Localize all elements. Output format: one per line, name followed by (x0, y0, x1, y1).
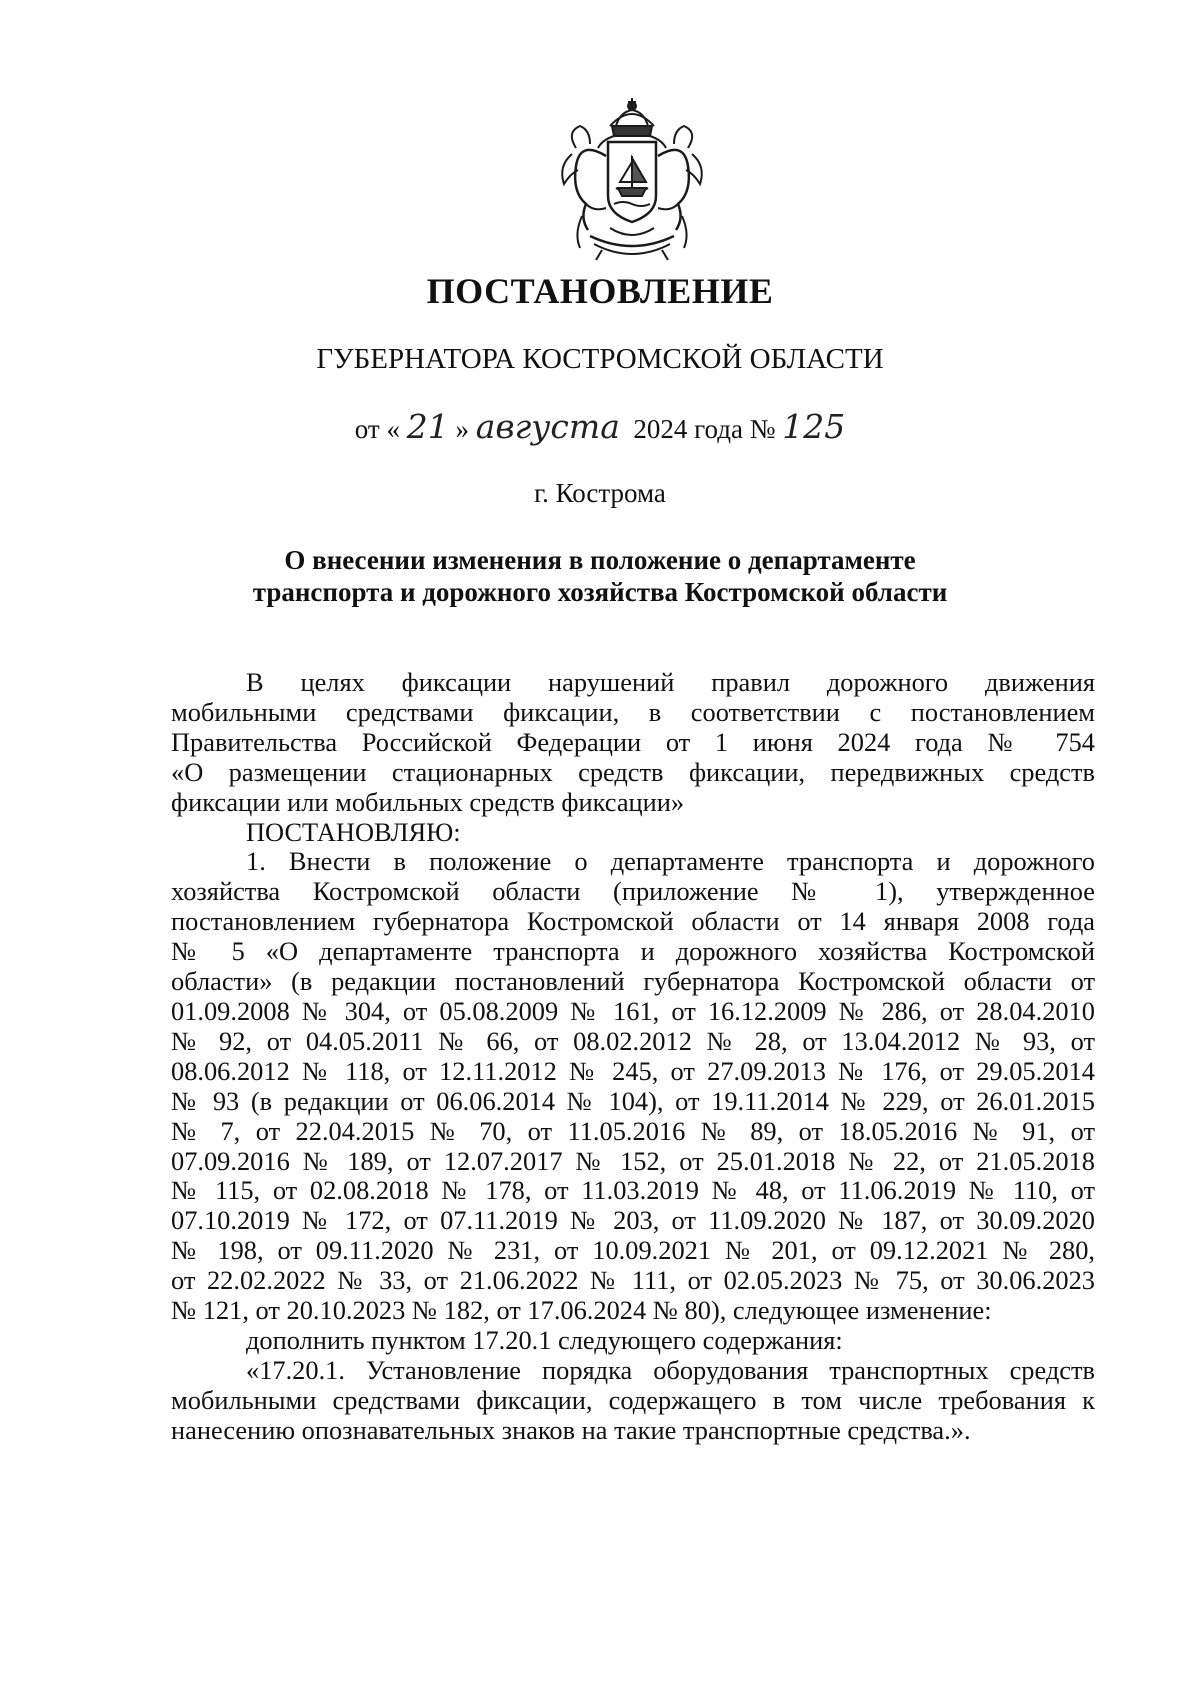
body-line: постановлением губернатора Костромской области от 14 января 2008 года (171, 906, 1095, 937)
body-line: от 22.02.2022 № 33, от 21.06.2022 № 111, от 02.05.2023 № 75, от 30.06.2023 (171, 1265, 1095, 1296)
heading-line: О внесении изменения в положение о департаменте (284, 545, 916, 575)
body-line: № 5 «О департаменте транспорта и дорожного хозяйства Костромской (171, 936, 1095, 967)
date-line (0, 407, 1200, 446)
document-heading (0, 545, 1200, 609)
resolve-line: ПОСТАНОВЛЯЮ: (246, 816, 461, 847)
body-line: 07.09.2016 № 189, от 12.07.2017 № 152, от 25.01.2018 № 22, от 21.05.2018 (171, 1145, 1095, 1176)
document-body (171, 668, 1095, 1446)
date-day: 21 (406, 407, 449, 446)
body-line: 1. Внести в положение о департаменте транспорта и дорожного (246, 846, 1095, 877)
issuing-authority: ГУБЕРНАТОРА КОСТРОМСКОЙ ОБЛАСТИ (316, 343, 884, 375)
city-line: г. Кострома (534, 478, 666, 508)
date-quote-close: » (455, 414, 469, 444)
quote-line: «17.20.1. Установление порядка оборудования транспортных средств (246, 1354, 1095, 1385)
body-line: хозяйства Костромской области (приложение № 1), утвержденное (171, 876, 1095, 907)
date-month: августа (475, 407, 620, 446)
body-line: 08.06.2012 № 118, от 12.11.2012 № 245, от 27.09.2013 № 176, от 29.05.2014 (171, 1055, 1095, 1086)
body-line: Правительства Российской Федерации от 1 июня 2024 года № 754 (171, 726, 1095, 757)
quote-line: мобильными средствами фиксации, содержащего в том числе требования к (171, 1384, 1095, 1415)
heading-line: транспорта и дорожного хозяйства Костромской области (252, 576, 948, 607)
body-line: области» (в редакции постановлений губернатора Костромской области от (171, 966, 1095, 997)
date-prefix: от « (354, 414, 400, 444)
body-line: № 7, от 22.04.2015 № 70, от 11.05.2016 № 89, от 18.05.2016 № 91, от (171, 1115, 1095, 1146)
document-type-title: ПОСТАНОВЛЕНИЕ (426, 271, 774, 311)
body-line: фиксации или мобильных средств фиксации» (171, 786, 685, 817)
body-line: «О размещении стационарных средств фиксации, передвижных средств (171, 756, 1095, 787)
supplement-line: дополнить пунктом 17.20.1 следующего содержания: (246, 1324, 843, 1355)
body-line: 01.09.2008 № 304, от 05.08.2009 № 161, от 16.12.2009 № 286, от 28.04.2010 (171, 995, 1095, 1026)
body-line: 07.10.2019 № 172, от 07.11.2019 № 203, от 11.09.2020 № 187, от 30.09.2020 (171, 1205, 1095, 1236)
body-line: № 121, от 20.10.2023 № 182, от 17.06.2024 № 80), следующее изменение: (171, 1295, 992, 1326)
body-line: № 115, от 02.08.2018 № 178, от 11.03.2019 № 48, от 11.06.2019 № 110, от (171, 1175, 1095, 1206)
body-line: № 92, от 04.05.2011 № 66, от 08.02.2012 № 28, от 13.04.2012 № 93, от (171, 1025, 1095, 1056)
quote-line: нанесению опознавательных знаков на такие транспортные средства.». (171, 1414, 971, 1445)
body-line: В целях фиксации нарушений правил дорожного движения (246, 667, 1095, 697)
body-line: мобильными средствами фиксации, в соответствии с постановлением (171, 696, 1095, 727)
date-year: 2024 года № (633, 414, 776, 444)
document-number: 125 (782, 407, 846, 446)
coat-of-arms-icon (550, 96, 714, 266)
body-line: № 198, от 09.11.2020 № 231, от 10.09.2021 № 201, от 09.12.2021 № 280, (171, 1235, 1095, 1266)
body-line: № 93 (в редакции от 06.06.2014 № 104), от 19.11.2014 № 229, от 26.01.2015 (171, 1085, 1095, 1116)
